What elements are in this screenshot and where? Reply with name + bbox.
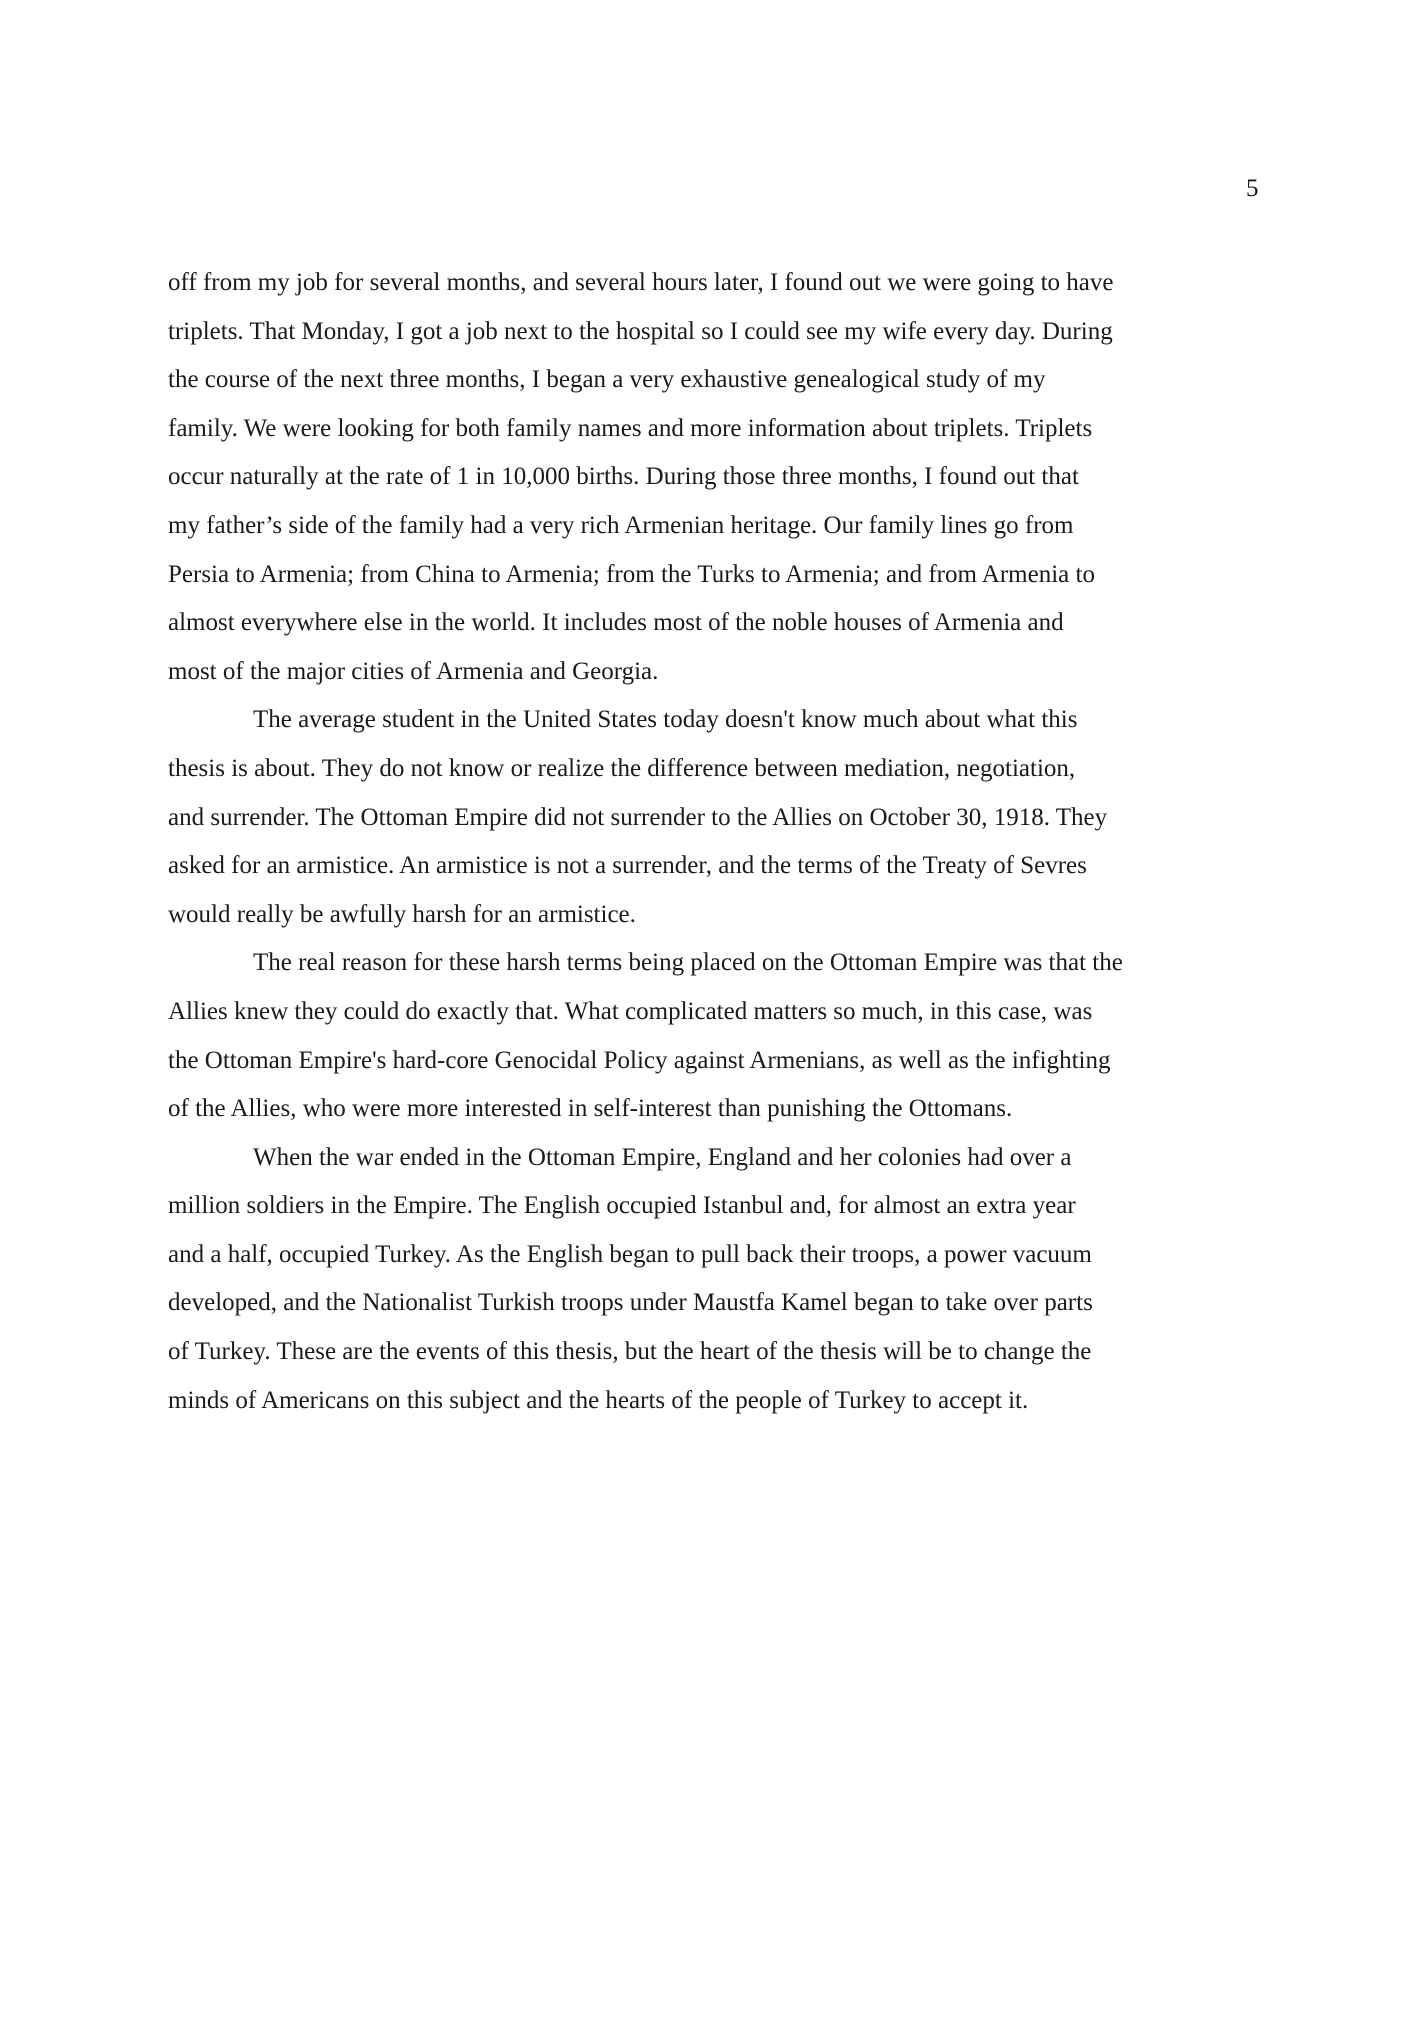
text-line: family. We were looking for both family names and more information about triplets. Triplets bbox=[168, 414, 1093, 442]
text-line: developed, and the Nationalist Turkish troops under Maustfa Kamel began to take over parts bbox=[168, 1289, 1093, 1317]
text-line: Allies knew they could do exactly that. What complicated matters so much, in this case, was bbox=[168, 997, 1093, 1025]
body-text bbox=[168, 259, 1248, 1425]
text-line: triplets. That Monday, I got a job next to the hospital so I could see my wife every day. During bbox=[168, 317, 1113, 345]
text-line: The average student in the United States today doesn't know much about what this bbox=[253, 706, 1078, 734]
text-line: When the war ended in the Ottoman Empire, England and her colonies had over a bbox=[253, 1143, 1072, 1171]
text-line: most of the major cities of Armenia and Georgia. bbox=[168, 657, 659, 685]
text-line: my father’s side of the family had a very rich Armenian heritage. Our family lines go from bbox=[168, 511, 1074, 539]
text-line: the Ottoman Empire's hard-core Genocidal Policy against Armenians, as well as the infighting bbox=[168, 1046, 1111, 1074]
paragraph bbox=[168, 696, 1248, 939]
text-line: almost everywhere else in the world. It includes most of the noble houses of Armenia and bbox=[168, 609, 1064, 637]
text-line: asked for an armistice. An armistice is not a surrender, and the terms of the Treaty of Sevres bbox=[168, 852, 1087, 880]
text-line: minds of Americans on this subject and the hearts of the people of Turkey to accept it. bbox=[168, 1386, 1029, 1414]
text-line: occur naturally at the rate of 1 in 10,000 births. During those three months, I found out that bbox=[168, 463, 1079, 491]
text-line: would really be awfully harsh for an armistice. bbox=[168, 900, 636, 928]
text-line: The real reason for these harsh terms being placed on the Ottoman Empire was that the bbox=[253, 949, 1123, 977]
paragraph bbox=[168, 939, 1248, 1133]
text-line: the course of the next three months, I began a very exhaustive genealogical study of my bbox=[168, 366, 1046, 394]
text-line: million soldiers in the Empire. The English occupied Istanbul and, for almost an extra year bbox=[168, 1192, 1076, 1220]
paragraph bbox=[168, 1134, 1248, 1426]
text-line: off from my job for several months, and several hours later, I found out we were going to have bbox=[168, 269, 1114, 296]
text-line: and surrender. The Ottoman Empire did not surrender to the Allies on October 30, 1918. They bbox=[168, 803, 1108, 831]
page-number: 5 bbox=[1246, 175, 1259, 202]
text-line: of Turkey. These are the events of this thesis, but the heart of the thesis will be to change the bbox=[168, 1338, 1092, 1366]
text-line: and a half, occupied Turkey. As the English began to pull back their troops, a power vacuum bbox=[168, 1240, 1092, 1268]
paragraph bbox=[168, 259, 1248, 696]
text-line: thesis is about. They do not know or realize the difference between mediation, negotiation, bbox=[168, 754, 1076, 782]
text-line: Persia to Armenia; from China to Armenia; from the Turks to Armenia; and from Armenia to bbox=[168, 560, 1095, 588]
text-line: of the Allies, who were more interested in self-interest than punishing the Ottomans. bbox=[168, 1095, 1013, 1123]
